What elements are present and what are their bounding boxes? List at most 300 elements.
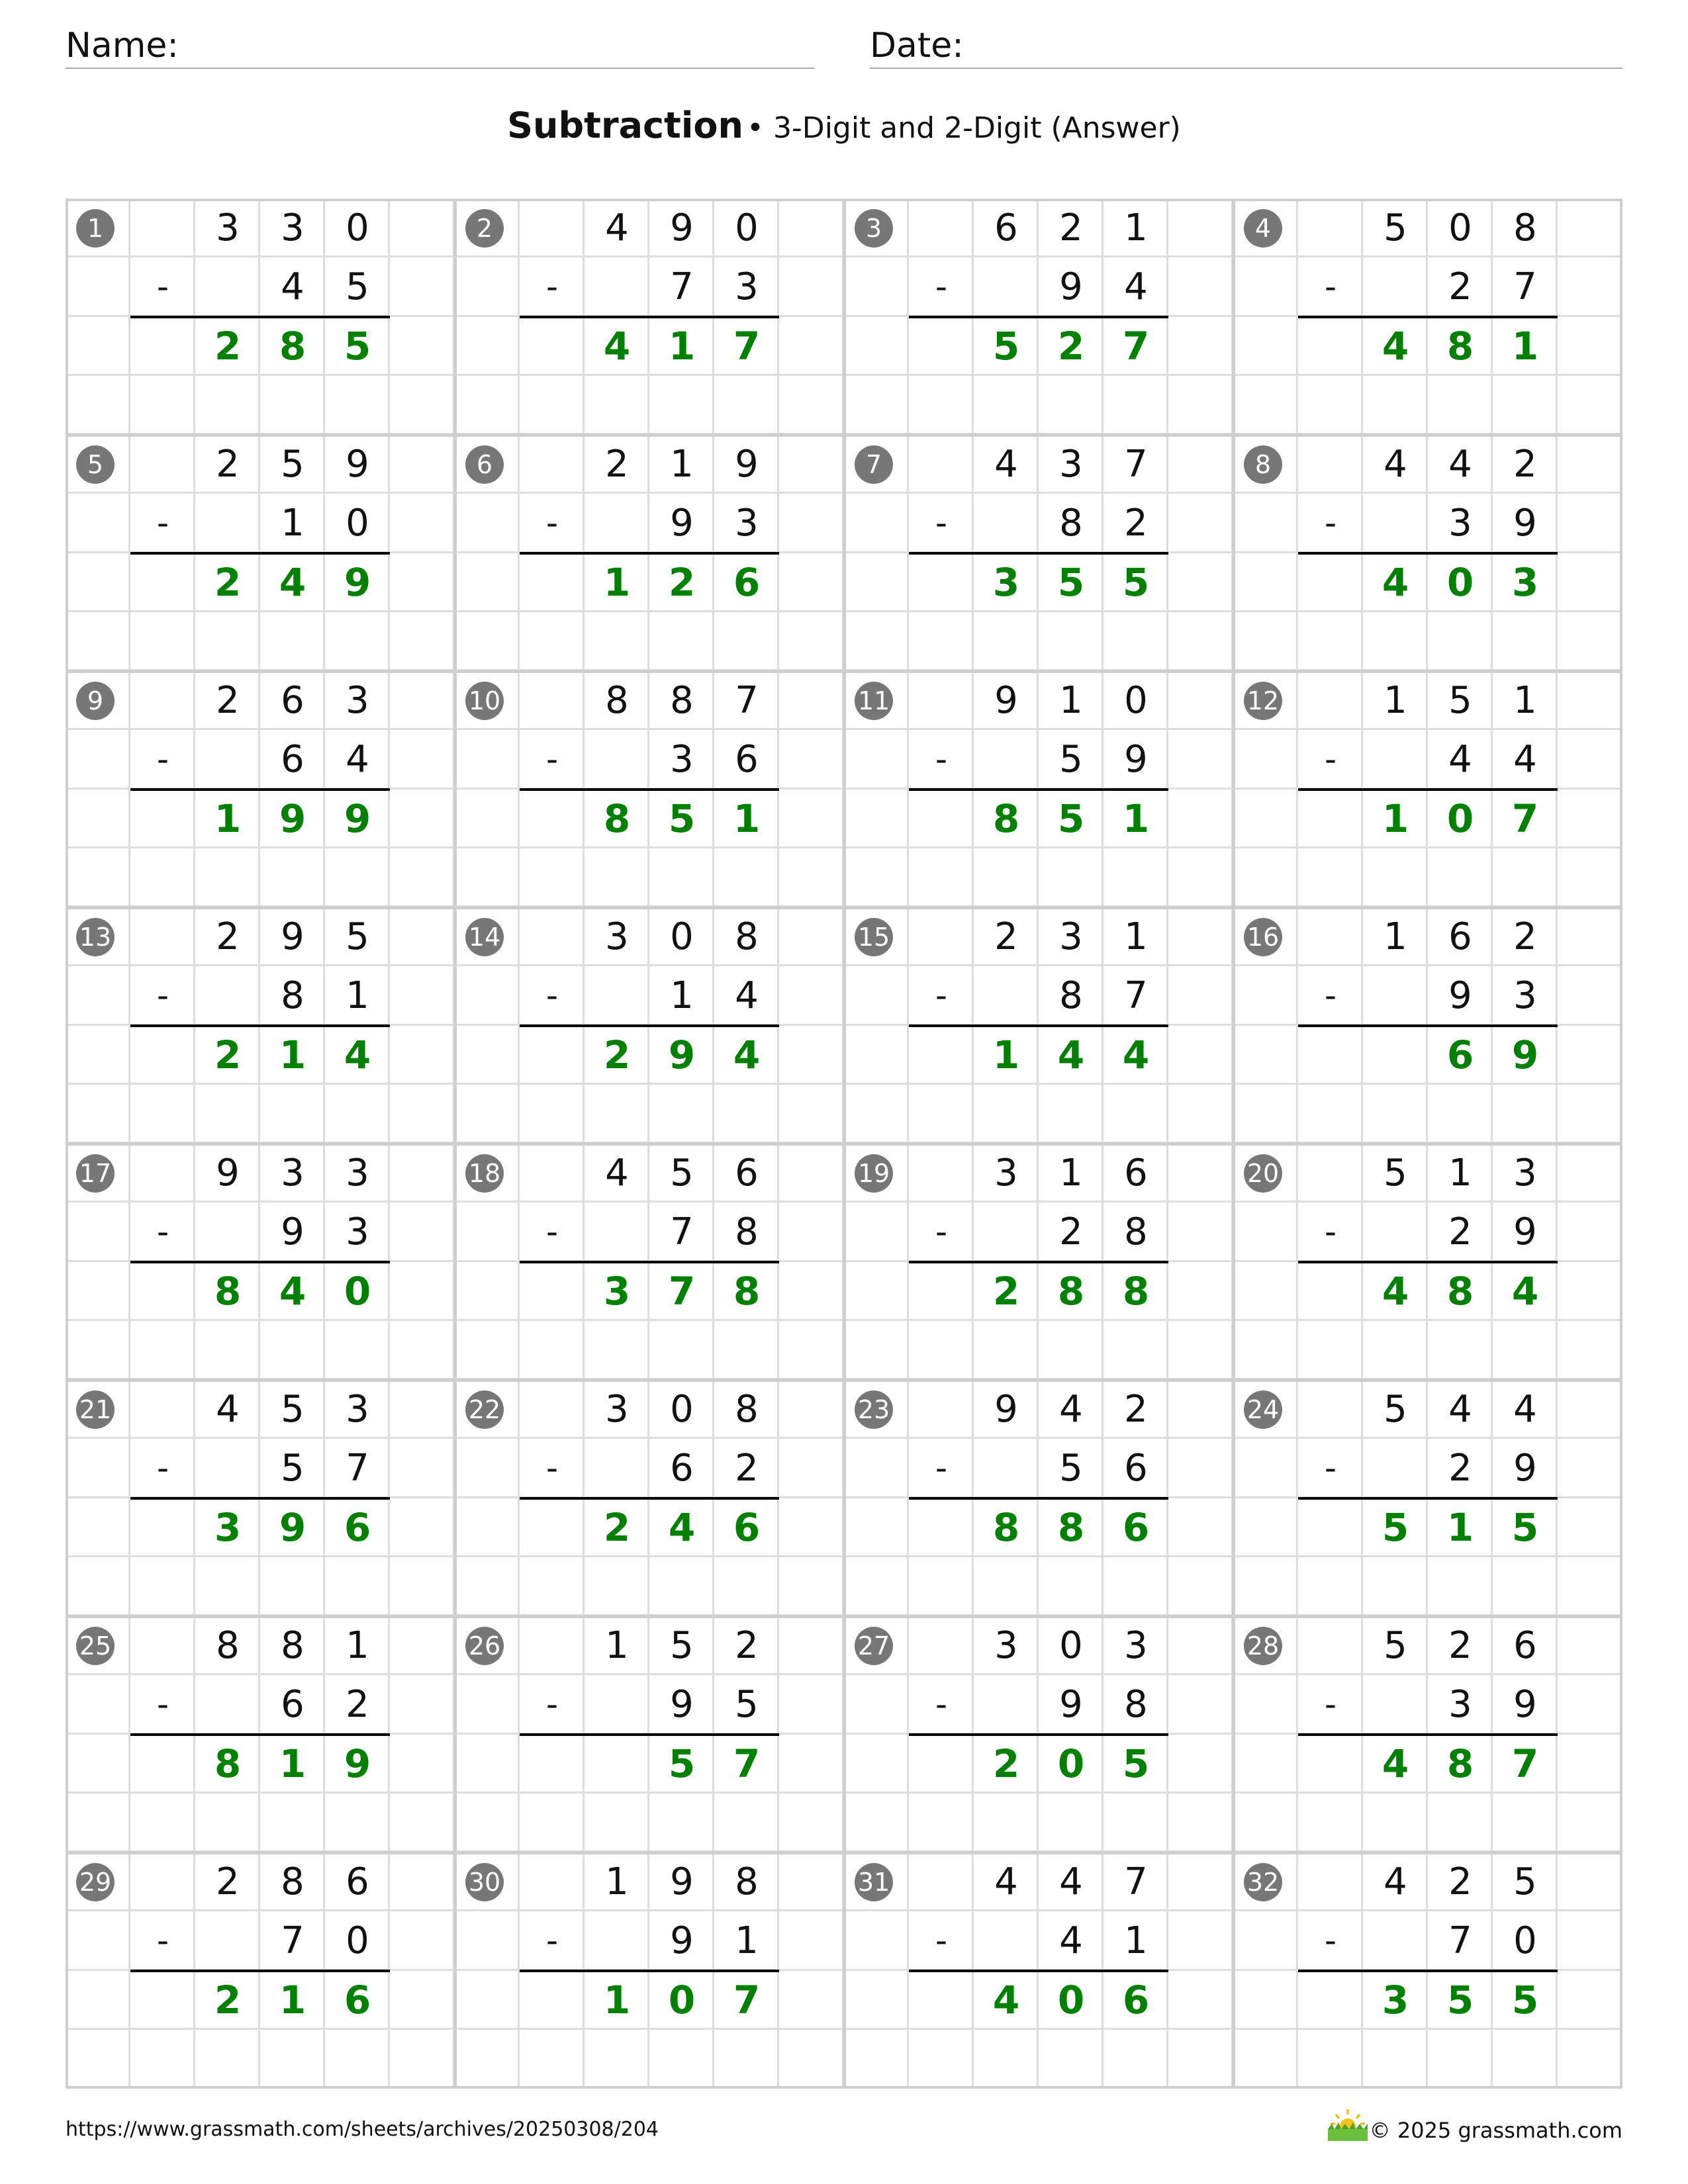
problem-number-badge: 1 xyxy=(76,209,115,248)
minus-sign: - xyxy=(1324,1685,1337,1724)
answer-digit: 1 xyxy=(279,1741,306,1786)
subtrahend-digit: 9 xyxy=(1124,738,1148,782)
minuend-digit: 1 xyxy=(670,443,694,486)
answer-digit: 7 xyxy=(733,1977,761,2023)
minuend-digit: 7 xyxy=(1124,1860,1148,1903)
answer-digit: 8 xyxy=(214,1268,242,1314)
answer-digit: 1 xyxy=(603,559,631,605)
subtrahend-digit: 9 xyxy=(670,1683,694,1727)
answer-digit: 6 xyxy=(733,1504,761,1550)
minuend-digit: 1 xyxy=(605,1860,629,1903)
answer-digit: 9 xyxy=(279,1504,306,1550)
answer-digit: 1 xyxy=(733,796,761,841)
answer-digit: 8 xyxy=(214,1741,242,1786)
minuend-digit: 4 xyxy=(994,443,1018,486)
problem-number-badge: 31 xyxy=(855,1863,893,1901)
problem-number-badge: 3 xyxy=(855,209,893,248)
minuend-digit: 3 xyxy=(994,1624,1018,1667)
minuend-digit: 6 xyxy=(735,1152,759,1195)
answer-digit: 4 xyxy=(344,1032,371,1077)
minuend-digit: 6 xyxy=(346,1860,369,1903)
minuend-digit: 5 xyxy=(1383,206,1407,250)
minus-sign: - xyxy=(1324,504,1337,543)
minuend-digit: 6 xyxy=(1513,1624,1537,1667)
answer-digit: 5 xyxy=(1057,559,1085,605)
answer-digit: 1 xyxy=(214,796,242,841)
problem-number-badge: 9 xyxy=(76,682,115,720)
subtrahend-digit: 6 xyxy=(281,1683,305,1727)
minus-sign: - xyxy=(545,976,559,1015)
answer-digit: 8 xyxy=(603,796,631,841)
minuend-digit: 3 xyxy=(281,206,305,250)
subtrahend-digit: 1 xyxy=(670,974,694,1018)
answer-digit: 5 xyxy=(1382,1504,1409,1550)
minuend-digit: 5 xyxy=(1383,1388,1407,1431)
minuend-digit: 2 xyxy=(994,915,1018,958)
minus-sign: - xyxy=(935,1685,948,1724)
problem-number-badge: 21 xyxy=(76,1390,115,1429)
minuend-digit: 2 xyxy=(1448,1624,1472,1667)
minus-sign: - xyxy=(156,1212,169,1251)
subtrahend-digit: 5 xyxy=(735,1683,759,1727)
minuend-digit: 9 xyxy=(216,1152,240,1195)
answer-digit: 2 xyxy=(603,1032,631,1077)
answer-digit: 1 xyxy=(603,1977,631,2023)
problem-number-badge: 29 xyxy=(76,1863,115,1901)
problem-number-badge: 20 xyxy=(1244,1154,1282,1193)
minus-sign: - xyxy=(935,976,948,1015)
answer-digit: 5 xyxy=(1057,796,1085,841)
answer-digit: 6 xyxy=(344,1504,371,1550)
subtrahend-digit: 1 xyxy=(735,1919,759,1963)
subtrahend-digit: 4 xyxy=(735,974,759,1018)
answer-digit: 1 xyxy=(1446,1504,1474,1550)
minuend-digit: 4 xyxy=(1383,443,1407,486)
subtrahend-digit: 6 xyxy=(670,1447,694,1490)
problem-number-badge: 4 xyxy=(1244,209,1282,248)
minuend-digit: 3 xyxy=(281,1152,305,1195)
subtrahend-digit: 8 xyxy=(1124,1683,1148,1727)
answer-digit: 1 xyxy=(1511,323,1539,369)
problem-number-badge: 10 xyxy=(465,682,504,720)
minuend-digit: 5 xyxy=(670,1624,694,1667)
minuend-digit: 0 xyxy=(670,915,694,958)
minus-sign: - xyxy=(156,1921,169,1960)
problem-number-badge: 23 xyxy=(855,1390,893,1429)
subtrahend-digit: 5 xyxy=(281,1447,305,1490)
subtrahend-digit: 2 xyxy=(1124,502,1148,545)
answer-digit: 6 xyxy=(1122,1977,1150,2023)
subtrahend-digit: 4 xyxy=(1513,738,1537,782)
answer-digit: 3 xyxy=(214,1504,242,1550)
problem-number-badge: 5 xyxy=(76,445,115,484)
subtrahend-digit: 8 xyxy=(281,974,305,1018)
minuend-digit: 3 xyxy=(346,1388,369,1431)
subtrahend-digit: 6 xyxy=(281,738,305,782)
answer-digit: 0 xyxy=(668,1977,696,2023)
minuend-digit: 6 xyxy=(994,206,1018,250)
minuend-digit: 0 xyxy=(346,206,369,250)
answer-digit: 8 xyxy=(733,1268,761,1314)
minuend-digit: 1 xyxy=(605,1624,629,1667)
answer-digit: 7 xyxy=(733,1741,761,1786)
answer-digit: 3 xyxy=(992,559,1020,605)
answer-digit: 4 xyxy=(1511,1268,1539,1314)
minuend-digit: 4 xyxy=(1383,1860,1407,1903)
date-label: Date: xyxy=(870,26,964,66)
minus-sign: - xyxy=(935,1212,948,1251)
answer-digit: 0 xyxy=(1057,1741,1085,1786)
minuend-digit: 7 xyxy=(735,679,759,722)
minuend-digit: 3 xyxy=(605,915,629,958)
answer-digit: 4 xyxy=(1382,323,1409,369)
minus-sign: - xyxy=(545,267,559,306)
answer-digit: 4 xyxy=(1382,1741,1409,1786)
subtrahend-digit: 4 xyxy=(346,738,369,782)
subtrahend-digit: 9 xyxy=(1448,974,1472,1018)
minus-sign: - xyxy=(545,740,559,779)
subtrahend-digit: 7 xyxy=(1448,1919,1472,1963)
subtrahend-digit: 9 xyxy=(281,1210,305,1254)
minuend-digit: 0 xyxy=(735,206,759,250)
subtrahend-digit: 5 xyxy=(346,265,369,309)
subtrahend-digit: 4 xyxy=(281,265,305,309)
answer-digit: 4 xyxy=(279,1268,306,1314)
minus-sign: - xyxy=(1324,1212,1337,1251)
minuend-digit: 5 xyxy=(1383,1152,1407,1195)
minuend-digit: 2 xyxy=(216,679,240,722)
answer-digit: 1 xyxy=(1382,796,1409,841)
subtrahend-digit: 3 xyxy=(735,502,759,545)
minuend-digit: 3 xyxy=(1059,443,1083,486)
subtrahend-digit: 2 xyxy=(346,1683,369,1727)
answer-digit: 4 xyxy=(1122,1032,1150,1077)
minuend-digit: 3 xyxy=(1124,1624,1148,1667)
minus-sign: - xyxy=(935,740,948,779)
answer-digit: 9 xyxy=(1511,1032,1539,1077)
title-main: Subtraction xyxy=(507,105,743,146)
subtrahend-digit: 7 xyxy=(670,265,694,309)
minuend-digit: 4 xyxy=(994,1860,1018,1903)
subtrahend-digit: 6 xyxy=(735,738,759,782)
minuend-digit: 1 xyxy=(1124,915,1148,958)
footer-url: https://www.grassmath.com/sheets/archives/20250308/204 xyxy=(66,2118,659,2141)
answer-digit: 7 xyxy=(733,323,761,369)
minuend-digit: 5 xyxy=(281,443,305,486)
subtrahend-digit: 2 xyxy=(1448,265,1472,309)
answer-digit: 4 xyxy=(1057,1032,1085,1077)
subtrahend-digit: 9 xyxy=(1059,265,1083,309)
answer-digit: 8 xyxy=(279,323,306,369)
minuend-digit: 3 xyxy=(1513,1152,1537,1195)
minuend-digit: 1 xyxy=(1124,206,1148,250)
title-subtitle: • 3-Digit and 2-Digit (Answer) xyxy=(747,111,1181,145)
subtrahend-digit: 3 xyxy=(735,265,759,309)
minuend-digit: 5 xyxy=(1383,1624,1407,1667)
answer-digit: 8 xyxy=(1122,1268,1150,1314)
problem-number-badge: 30 xyxy=(465,1863,504,1901)
answer-digit: 3 xyxy=(1382,1977,1409,2023)
answer-digit: 5 xyxy=(992,323,1020,369)
minuend-digit: 2 xyxy=(216,1860,240,1903)
minuend-digit: 0 xyxy=(1448,206,1472,250)
minus-sign: - xyxy=(935,267,948,306)
subtrahend-digit: 9 xyxy=(1513,1447,1537,1490)
answer-digit: 6 xyxy=(1446,1032,1474,1077)
minus-sign: - xyxy=(156,504,169,543)
minuend-digit: 8 xyxy=(281,1860,305,1903)
subtrahend-digit: 8 xyxy=(1059,502,1083,545)
minus-sign: - xyxy=(545,1685,559,1724)
minuend-digit: 6 xyxy=(281,679,305,722)
minuend-digit: 9 xyxy=(281,915,305,958)
minuend-digit: 8 xyxy=(605,679,629,722)
subtrahend-digit: 6 xyxy=(1124,1447,1148,1490)
answer-digit: 0 xyxy=(1057,1977,1085,2023)
minuend-digit: 4 xyxy=(1448,1388,1472,1431)
minuend-digit: 3 xyxy=(216,206,240,250)
answer-digit: 2 xyxy=(214,323,242,369)
subtrahend-digit: 3 xyxy=(1448,1683,1472,1727)
minus-sign: - xyxy=(156,1685,169,1724)
problem-number-badge: 6 xyxy=(465,445,504,484)
problem-number-badge: 19 xyxy=(855,1154,893,1193)
subtrahend-digit: 8 xyxy=(1124,1210,1148,1254)
grass-sun-logo-icon xyxy=(1327,2108,1369,2142)
subtrahend-digit: 9 xyxy=(670,502,694,545)
minuend-digit: 3 xyxy=(1059,915,1083,958)
problem-number-badge: 8 xyxy=(1244,445,1282,484)
minuend-digit: 2 xyxy=(1513,915,1537,958)
subtrahend-digit: 9 xyxy=(670,1919,694,1963)
problem-number-badge: 17 xyxy=(76,1154,115,1193)
minuend-digit: 1 xyxy=(1383,915,1407,958)
minuend-digit: 2 xyxy=(1059,206,1083,250)
answer-digit: 8 xyxy=(992,1504,1020,1550)
answer-digit: 7 xyxy=(1511,796,1539,841)
subtrahend-digit: 3 xyxy=(1513,974,1537,1018)
answer-digit: 4 xyxy=(668,1504,696,1550)
answer-digit: 2 xyxy=(668,559,696,605)
answer-digit: 0 xyxy=(344,1268,371,1314)
problem-number-badge: 27 xyxy=(855,1627,893,1665)
subtrahend-digit: 8 xyxy=(735,1210,759,1254)
answer-digit: 8 xyxy=(1057,1504,1085,1550)
minuend-digit: 8 xyxy=(735,1388,759,1431)
minuend-digit: 5 xyxy=(1448,679,1472,722)
subtrahend-digit: 1 xyxy=(346,974,369,1018)
minuend-digit: 4 xyxy=(1448,443,1472,486)
answer-digit: 4 xyxy=(992,1977,1020,2023)
subtrahend-digit: 9 xyxy=(1513,1683,1537,1727)
minuend-digit: 9 xyxy=(735,443,759,486)
minuend-digit: 8 xyxy=(735,1860,759,1903)
answer-digit: 2 xyxy=(992,1268,1020,1314)
problem-number-badge: 13 xyxy=(76,918,115,956)
minus-sign: - xyxy=(156,976,169,1015)
subtrahend-digit: 7 xyxy=(1513,265,1537,309)
answer-digit: 4 xyxy=(733,1032,761,1077)
problem-number-badge: 2 xyxy=(465,209,504,248)
minuend-digit: 2 xyxy=(1513,443,1537,486)
date-field[interactable] xyxy=(870,24,1622,69)
answer-digit: 3 xyxy=(1511,559,1539,605)
problem-number-badge: 25 xyxy=(76,1627,115,1665)
minuend-digit: 9 xyxy=(994,1388,1018,1431)
minuend-digit: 4 xyxy=(605,206,629,250)
answer-digit: 8 xyxy=(992,796,1020,841)
minus-sign: - xyxy=(1324,1449,1337,1488)
answer-digit: 4 xyxy=(1382,559,1409,605)
answer-digit: 9 xyxy=(344,796,371,841)
minus-sign: - xyxy=(156,740,169,779)
answer-digit: 5 xyxy=(1446,1977,1474,2023)
subtrahend-digit: 7 xyxy=(346,1447,369,1490)
minuend-digit: 9 xyxy=(994,679,1018,722)
subtrahend-digit: 5 xyxy=(1059,1447,1083,1490)
answer-digit: 5 xyxy=(1511,1977,1539,2023)
answer-digit: 5 xyxy=(344,323,371,369)
answer-digit: 7 xyxy=(668,1268,696,1314)
subtrahend-digit: 4 xyxy=(1448,738,1472,782)
subtrahend-digit: 0 xyxy=(1513,1919,1537,1963)
subtrahend-digit: 4 xyxy=(1124,265,1148,309)
subtrahend-digit: 2 xyxy=(735,1447,759,1490)
answer-digit: 9 xyxy=(344,1741,371,1786)
minus-sign: - xyxy=(935,504,948,543)
minuend-digit: 5 xyxy=(346,915,369,958)
subtrahend-digit: 9 xyxy=(1513,502,1537,545)
subtrahend-digit: 7 xyxy=(281,1919,305,1963)
minuend-digit: 1 xyxy=(1059,679,1083,722)
subtrahend-digit: 0 xyxy=(346,1919,369,1963)
problem-number-badge: 26 xyxy=(465,1627,504,1665)
problem-number-badge: 24 xyxy=(1244,1390,1282,1429)
minuend-digit: 3 xyxy=(605,1388,629,1431)
problem-number-badge: 15 xyxy=(855,918,893,956)
problem-number-badge: 7 xyxy=(855,445,893,484)
answer-digit: 2 xyxy=(603,1504,631,1550)
subtrahend-digit: 8 xyxy=(1059,974,1083,1018)
subtrahend-digit: 9 xyxy=(1513,1210,1537,1254)
minuend-digit: 9 xyxy=(346,443,369,486)
problem-number-badge: 28 xyxy=(1244,1627,1282,1665)
subtrahend-digit: 4 xyxy=(1059,1919,1083,1963)
minuend-digit: 1 xyxy=(1448,1152,1472,1195)
answer-digit: 1 xyxy=(279,1032,306,1077)
minuend-digit: 1 xyxy=(1513,679,1537,722)
minuend-digit: 3 xyxy=(346,679,369,722)
subtrahend-digit: 7 xyxy=(1124,974,1148,1018)
minuend-digit: 2 xyxy=(605,443,629,486)
minuend-digit: 4 xyxy=(1059,1388,1083,1431)
answer-digit: 5 xyxy=(668,796,696,841)
minus-sign: - xyxy=(935,1921,948,1960)
minuend-digit: 8 xyxy=(216,1624,240,1667)
subtrahend-digit: 1 xyxy=(281,502,305,545)
worksheet-title xyxy=(0,105,1688,146)
subtrahend-digit: 7 xyxy=(670,1210,694,1254)
minuend-digit: 8 xyxy=(281,1624,305,1667)
answer-digit: 8 xyxy=(1446,323,1474,369)
minuend-digit: 5 xyxy=(670,1152,694,1195)
answer-digit: 8 xyxy=(1446,1268,1474,1314)
problem-number-badge: 16 xyxy=(1244,918,1282,956)
subtrahend-digit: 2 xyxy=(1059,1210,1083,1254)
minuend-digit: 3 xyxy=(346,1152,369,1195)
minuend-digit: 4 xyxy=(1513,1388,1537,1431)
minus-sign: - xyxy=(156,1449,169,1488)
answer-digit: 5 xyxy=(668,1741,696,1786)
answer-digit: 3 xyxy=(603,1268,631,1314)
answer-digit: 5 xyxy=(1122,559,1150,605)
minuend-digit: 5 xyxy=(281,1388,305,1431)
answer-digit: 4 xyxy=(603,323,631,369)
minuend-digit: 0 xyxy=(1059,1624,1083,1667)
answer-digit: 6 xyxy=(1122,1504,1150,1550)
name-field[interactable] xyxy=(66,24,814,69)
answer-digit: 1 xyxy=(279,1977,306,2023)
minuend-digit: 1 xyxy=(1059,1152,1083,1195)
answer-digit: 9 xyxy=(668,1032,696,1077)
answer-digit: 7 xyxy=(1122,323,1150,369)
answer-digit: 7 xyxy=(1511,1741,1539,1786)
answer-digit: 9 xyxy=(279,796,306,841)
minus-sign: - xyxy=(1324,1921,1337,1960)
problem-number-badge: 32 xyxy=(1244,1863,1282,1901)
answer-digit: 1 xyxy=(668,323,696,369)
problem-number-badge: 22 xyxy=(465,1390,504,1429)
answer-digit: 4 xyxy=(1382,1268,1409,1314)
minuend-digit: 7 xyxy=(1124,443,1148,486)
minuend-digit: 9 xyxy=(670,206,694,250)
subtrahend-digit: 2 xyxy=(1448,1210,1472,1254)
minuend-digit: 2 xyxy=(216,915,240,958)
minus-sign: - xyxy=(545,1449,559,1488)
minuend-digit: 2 xyxy=(216,443,240,486)
minus-sign: - xyxy=(545,1921,559,1960)
answer-digit: 0 xyxy=(1446,796,1474,841)
answer-digit: 2 xyxy=(992,1741,1020,1786)
answer-digit: 1 xyxy=(992,1032,1020,1077)
minuend-digit: 8 xyxy=(735,915,759,958)
answer-digit: 2 xyxy=(1057,323,1085,369)
subtrahend-digit: 3 xyxy=(670,738,694,782)
minuend-digit: 2 xyxy=(1448,1860,1472,1903)
answer-digit: 6 xyxy=(344,1977,371,2023)
minus-sign: - xyxy=(935,1449,948,1488)
subtrahend-digit: 3 xyxy=(1448,502,1472,545)
minuend-digit: 0 xyxy=(1124,679,1148,722)
subtrahend-digit: 5 xyxy=(1059,738,1083,782)
subtrahend-digit: 2 xyxy=(1448,1447,1472,1490)
problem-number-badge: 14 xyxy=(465,918,504,956)
minus-sign: - xyxy=(156,267,169,306)
answer-digit: 2 xyxy=(214,559,242,605)
minuend-digit: 4 xyxy=(216,1388,240,1431)
answer-digit: 5 xyxy=(1511,1504,1539,1550)
problem-number-badge: 11 xyxy=(855,682,893,720)
answer-digit: 8 xyxy=(1057,1268,1085,1314)
answer-digit: 1 xyxy=(1122,796,1150,841)
minuend-digit: 8 xyxy=(670,679,694,722)
subtrahend-digit: 1 xyxy=(1124,1919,1148,1963)
name-label: Name: xyxy=(66,26,179,66)
minuend-digit: 1 xyxy=(1383,679,1407,722)
minuend-digit: 2 xyxy=(735,1624,759,1667)
minus-sign: - xyxy=(545,1212,559,1251)
footer-copyright: © 2025 grassmath.com xyxy=(1369,2118,1622,2143)
